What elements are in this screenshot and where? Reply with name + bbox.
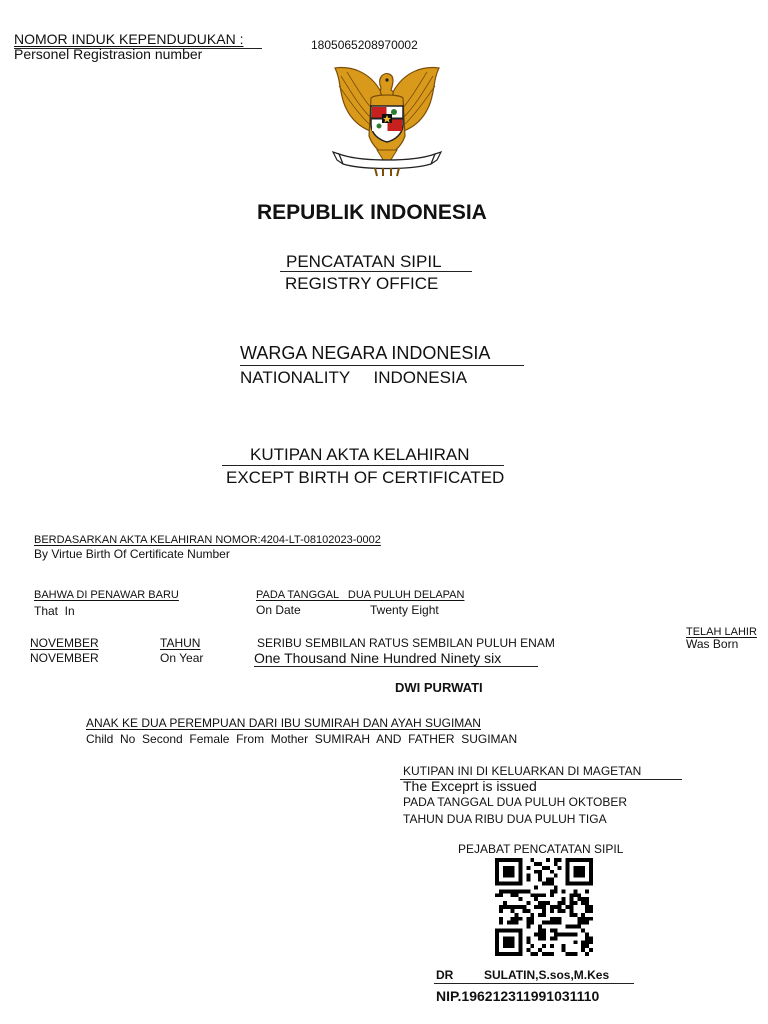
- nik-label-en: Personel Registrasion number: [14, 46, 203, 62]
- place-id: BAHWA DI PENAWAR BARU: [34, 589, 179, 601]
- place-en: That In: [34, 604, 75, 618]
- office-title-rule: [280, 271, 472, 272]
- issued-year: TAHUN DUA RIBU DUA PULUH TIGA: [403, 812, 607, 826]
- nationality-id: WARGA NEGARA INDONESIA: [240, 343, 491, 363]
- document-title-rule: [222, 465, 504, 466]
- date-en-value: Twenty Eight: [370, 603, 439, 617]
- year-id: SERIBU SEMBILAN RATUS SEMBILAN PULUH ENAM: [257, 636, 555, 650]
- date-en-label: On Date: [256, 603, 301, 617]
- nationality-rule: [240, 365, 524, 366]
- year-en: One Thousand Nine Hundred Ninety six: [254, 650, 502, 666]
- month-en: NOVEMBER: [30, 651, 99, 665]
- month-id: NOVEMBER: [30, 636, 99, 650]
- official-nip: NIP.196212311991031110: [436, 988, 600, 1004]
- issued-date: PADA TANGGAL DUA PULUH OKTOBER: [403, 795, 628, 809]
- basis-en: By Virtue Birth Of Certificate Number: [34, 547, 230, 561]
- official-name: SULATIN,S.sos,M.Kes: [484, 968, 610, 982]
- official-name-rule: [434, 983, 634, 984]
- garuda-emblem-icon: [331, 62, 443, 178]
- issued-en: The Exceprt is issued: [403, 778, 537, 794]
- official-prefix: DR: [436, 968, 454, 982]
- born-id: TELAH LAHIR: [686, 626, 757, 638]
- child-name: DWI PURWATI: [395, 680, 483, 695]
- office-title-en: REGISTRY OFFICE: [285, 274, 439, 293]
- child-description-en: Child No Second Female From Mother SUMIRAH AND FATHER SUGIMAN: [86, 732, 518, 746]
- issued-place: KUTIPAN INI DI KELUARKAN DI MAGETAN: [403, 764, 642, 778]
- document-title-id: KUTIPAN AKTA KELAHIRAN: [250, 445, 470, 464]
- document-title-en: EXCEPT BIRTH OF CERTIFICATED: [226, 468, 505, 487]
- year-label-en: On Year: [160, 651, 204, 665]
- office-title-id: PENCATATAN SIPIL: [286, 252, 442, 271]
- nik-value: 1805065208970002: [311, 38, 418, 52]
- qr-code-icon: [492, 858, 596, 956]
- nationality-en: NATIONALITY INDONESIA: [240, 368, 468, 387]
- basis-id: BERDASARKAN AKTA KELAHIRAN NOMOR:4204-LT-08102023-0002: [34, 534, 381, 546]
- born-en: Was Born: [686, 637, 739, 651]
- republic-title: REPUBLIK INDONESIA: [257, 201, 487, 224]
- child-description-id: ANAK KE DUA PEREMPUAN DARI IBU SUMIRAH DAN AYAH SUGIMAN: [86, 716, 481, 730]
- official-title: PEJABAT PENCATATAN SIPIL: [458, 842, 624, 856]
- year-en-rule: [254, 666, 538, 667]
- nik-label: NOMOR INDUK KEPENDUDUKAN :: [14, 31, 244, 47]
- year-label-id: TAHUN: [160, 636, 201, 650]
- date-id: PADA TANGGAL DUA PULUH DELAPAN: [256, 589, 465, 601]
